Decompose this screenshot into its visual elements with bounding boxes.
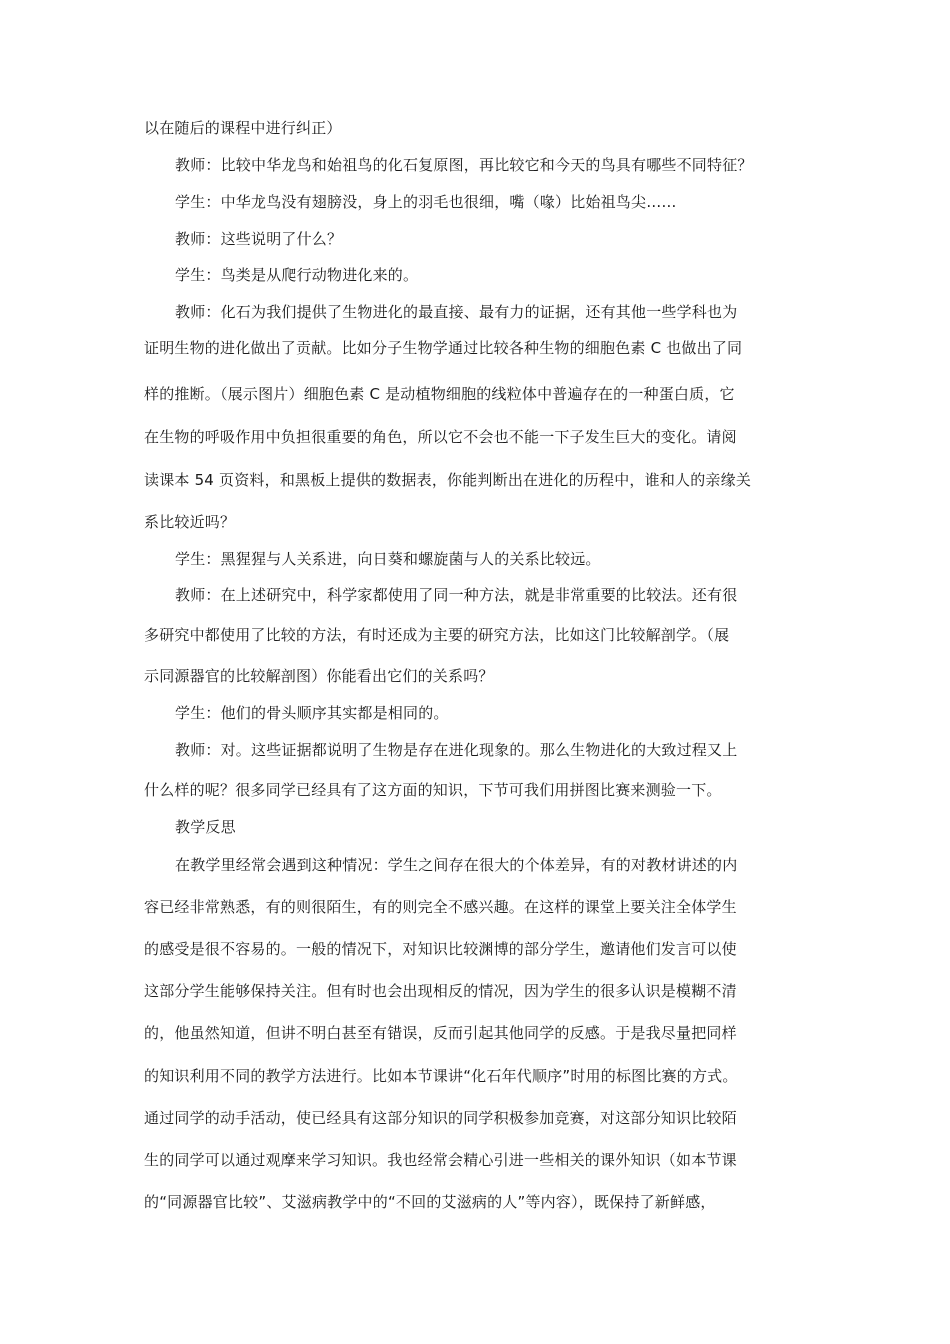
text-line: 多研究中都使用了比较的方法，有时还成为主要的研究方法，比如这门比较解剖学。（展	[144, 626, 730, 644]
text-line: 在教学里经常会遇到这种情况：学生之间存在很大的个体差异，有的对教材讲述的内	[175, 856, 738, 874]
text-line: 的知识利用不同的教学方法进行。比如本节课讲“化石年代顺序”时用的标图比赛的方式。	[144, 1067, 738, 1085]
text-line: 这部分学生能够保持关注。但有时也会出现相反的情况，因为学生的很多认识是模糊不清	[144, 982, 737, 1000]
text-line: 以在随后的课程中进行纠正）	[144, 119, 342, 137]
text-line: 教师：化石为我们提供了生物进化的最直接、最有力的证据，还有其他一些学科也为	[175, 303, 738, 321]
text-line: 读课本 54 页资料，和黑板上提供的数据表，你能判断出在进化的历程中，谁和人的亲缘关	[144, 471, 752, 489]
text-line: 在生物的呼吸作用中负担很重要的角色，所以它不会也不能一下子发生巨大的变化。请阅	[144, 428, 737, 446]
text-line: 什么样的呢？很多同学已经具有了这方面的知识，下节可我们用拼图比赛来测验一下。	[144, 781, 722, 799]
text-line: 学生：黑猩猩与人关系进，向日葵和螺旋菌与人的关系比较远。	[175, 550, 601, 568]
text-line: 生的同学可以通过观摩来学习知识。我也经常会精心引进一些相关的课外知识（如本节课	[144, 1151, 737, 1169]
text-line: 的“同源器官比较”、艾滋病教学中的“不回的艾滋病的人”等内容），既保持了新鲜感，	[144, 1193, 716, 1211]
text-line: 的感受是很不容易的。一般的情况下，对知识比较渊博的部分学生，邀请他们发言可以使	[144, 940, 737, 958]
text-line: 教师：这些说明了什么？	[175, 230, 343, 248]
text-line: 系比较近吗？	[144, 513, 236, 531]
section-heading: 教学反思	[175, 818, 236, 836]
text-line: 教师：比较中华龙鸟和始祖鸟的化石复原图，再比较它和今天的鸟具有哪些不同特征？	[175, 156, 753, 174]
text-line: 样的推断。（展示图片）细胞色素 C 是动植物细胞的线粒体中普遍存在的一种蛋白质，它	[144, 385, 735, 403]
text-line: 通过同学的动手活动，使已经具有这部分知识的同学积极参加竞赛，对这部分知识比较陌	[144, 1109, 737, 1127]
text-line: 的，他虽然知道，但讲不明白甚至有错误，反而引起其他同学的反感。于是我尽量把同样	[144, 1024, 737, 1042]
text-line: 教师：对。这些证据都说明了生物是存在进化现象的。那么生物进化的大致过程又上	[175, 741, 738, 759]
text-line: 学生：中华龙鸟没有翅膀没，身上的羽毛也很细，嘴（喙）比始祖鸟尖……	[175, 193, 677, 211]
text-line: 证明生物的进化做出了贡献。比如分子生物学通过比较各种生物的细胞色素 C 也做出了同	[144, 339, 743, 357]
text-line: 示同源器官的比较解剖图）你能看出它们的关系吗？	[144, 667, 494, 685]
text-line: 学生：鸟类是从爬行动物进化来的。	[175, 266, 419, 284]
text-line: 教师：在上述研究中，科学家都使用了同一种方法，就是非常重要的比较法。还有很	[175, 586, 738, 604]
text-line: 容已经非常熟悉，有的则很陌生，有的则完全不感兴趣。在这样的课堂上要关注全体学生	[144, 898, 737, 916]
text-line: 学生：他们的骨头顺序其实都是相同的。	[175, 704, 449, 722]
